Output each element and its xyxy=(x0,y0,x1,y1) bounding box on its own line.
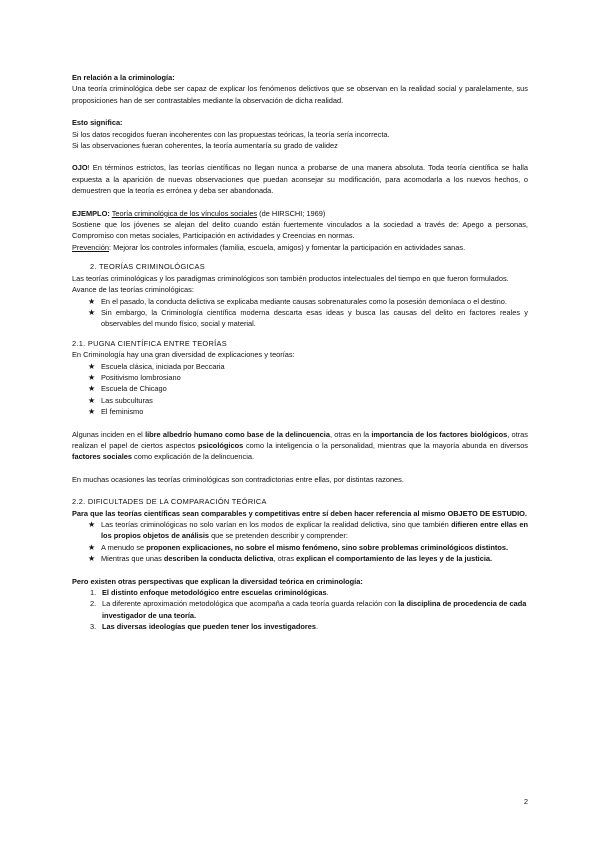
list-item xyxy=(90,553,528,564)
theories-paragraph xyxy=(72,429,528,463)
bold-run: factores sociales xyxy=(72,452,132,462)
text-run: , otras en la xyxy=(329,429,372,439)
criminology-paragraph: Una teoría criminológica debe ser capaz de explicar los fenómenos delictivos que se observan en la realidad social y paralelamente, sus proposiciones han de ser contrastables mediante la observación de dicha realidad. xyxy=(72,84,528,105)
example-line xyxy=(72,208,528,219)
page-number: 2 xyxy=(523,797,528,806)
criminology-heading: En relación a la criminología: xyxy=(72,73,175,82)
document-page xyxy=(72,72,528,633)
difficulties-list xyxy=(72,519,528,565)
list-item: ★ Positivismo lombrosiano xyxy=(90,372,528,383)
section-2-list xyxy=(72,296,528,330)
ojo-text: ! En términos estrictos, las teorías científicas no llegan nunca a probarse de una manera absoluta. Toda teoría científica se halla expuesta a la aparición de nuevas observaciones que puedan aconsejar su modificación, para acomodarla a los nuevos hechos, o demuestren que la teoría es errónea y deba ser abandonada. xyxy=(72,163,528,196)
example-label: EJEMPLO: xyxy=(72,208,110,218)
text-run: , otras realizan el papel de ciertos aspectos xyxy=(72,429,528,450)
bold-run: proponen explicaciones, no sobre el mismo fenómeno, sino sobre problemas criminológicos distintos. xyxy=(146,542,509,552)
list-number: 2. xyxy=(90,599,97,609)
section-2-avance: Avance de las teorías criminológicas: xyxy=(72,285,194,295)
perspectives-heading: Pero existen otras perspectivas que explican la diversidad teórica en criminología: xyxy=(72,576,363,586)
ojo-paragraph xyxy=(72,162,528,196)
bold-run: Las diversas ideologías que pueden tener los investigadores xyxy=(102,622,316,632)
meaning-line-2: Si las observaciones fueran coherentes, la teoría aumentaría su grado de validez xyxy=(72,141,338,151)
schools-list xyxy=(72,361,528,418)
section-2-1-intro: En Criminología hay una gran diversidad de explicaciones y teorías: xyxy=(72,350,295,360)
bold-run: describen la conducta delictiva xyxy=(163,554,274,564)
text-run: como explicación de la delincuencia. xyxy=(131,452,255,462)
section-2-2-heading: 2.2. DIFICULTADES DE LA COMPARACIÓN TEÓRICA xyxy=(72,497,267,507)
bold-run: libre albedrío humano como base de la delincuencia xyxy=(145,429,330,439)
list-item: ★ Las subculturas xyxy=(90,395,528,406)
text-run: , otras xyxy=(273,554,297,564)
meaning-line-1: Si los datos recogidos fueran incoherentes con las propuestas teóricas, la teoría sería incorrecta. xyxy=(72,129,390,139)
text-run: . xyxy=(316,622,319,632)
list-item: ★ Escuela de Chicago xyxy=(90,383,528,394)
section-2-heading: 2. TEORÍAS CRIMINOLÓGICAS xyxy=(90,262,205,272)
prevention-label: Prevención xyxy=(72,242,109,252)
bold-run: la disciplina de procedencia de cada investigador de una teoría. xyxy=(102,599,527,620)
contradictions-paragraph: En muchas ocasiones las teorías criminológicas son contradictorias entre ellas, por distintas razones. xyxy=(72,474,404,484)
bold-run: psicológicos xyxy=(198,440,244,450)
list-item xyxy=(90,587,528,598)
text-run: que se pretenden describir y comprender: xyxy=(209,531,348,541)
bold-run: difieren entre ellas en los propios objetos de análisis xyxy=(101,520,528,541)
meaning-heading: Esto significa: xyxy=(72,118,123,128)
list-item: ★ Sin embargo, la Criminología científica moderna descarta esas ideas y busca las causas del delito en factores reales y observables del mundo físico, social y material. xyxy=(90,307,528,330)
prevention-line xyxy=(72,242,528,253)
bold-run: importancia de los factores biológicos xyxy=(371,429,508,439)
perspectives-list xyxy=(72,587,528,633)
text-run: A menudo se xyxy=(101,542,147,552)
text-run: . xyxy=(326,588,329,598)
list-number: 3. xyxy=(90,622,97,632)
text-run: Algunas inciden en el xyxy=(72,429,146,439)
list-item: ★ En el pasado, la conducta delictiva se explicaba mediante causas sobrenaturales como la posesión demoníaca o el destino. xyxy=(90,296,528,307)
text-run: La diferente aproximación metodológica que acompaña a cada teoría guarda relación con xyxy=(102,599,399,609)
list-item: ★ El feminismo xyxy=(90,406,528,417)
list-item xyxy=(90,598,528,621)
example-ref: (de HIRSCHI; 1969) xyxy=(257,208,326,218)
list-number: 1. xyxy=(90,588,97,598)
text-run: Las teorías criminológicas no solo varían en los modos de explicar la realidad delictiva, sino que también xyxy=(101,520,452,529)
example-title: Teoría criminológica de los vínculos sociales xyxy=(111,208,258,218)
list-item xyxy=(90,519,528,542)
list-item xyxy=(90,621,528,632)
bold-run: El distinto enfoque metodológico entre escuelas criminológicas xyxy=(102,588,327,598)
prevention-text: : Mejorar los controles informales (familia, escuela, amigos) y fomentar la participación en actividades sanas. xyxy=(108,242,466,252)
section-2-text: Las teorías criminológicas y los paradigmas criminológicos son también productos intelectuales del tiempo en que fueron formulados. xyxy=(72,273,509,283)
bold-run: explican el comportamiento de las leyes y de la justicia. xyxy=(296,554,493,564)
text-run: Mientras que unas xyxy=(101,554,164,564)
list-item xyxy=(90,542,528,553)
text-run: como la inteligencia o la personalidad, mientras que la mayoría abunda en diversos xyxy=(243,440,528,450)
ojo-label: OJO xyxy=(72,163,88,173)
section-2-1-heading: 2.1. PUGNA CIENTÍFICA ENTRE TEORÍAS xyxy=(72,338,227,348)
list-item: ★ Escuela clásica, iniciada por Beccaria xyxy=(90,361,528,372)
example-text: Sostiene que los jóvenes se alejan del delito cuando están fuertemente vinculados a la sociedad a través de: Apego a personas, Compromiso con metas sociales, Participación en actividades y Creencias en normas. xyxy=(72,220,528,241)
section-2-2-lead: Para que las teorías científicas sean comparables y competitivas entre sí deben hacer referencia al mismo OBJETO DE ESTUDIO. xyxy=(72,508,527,518)
